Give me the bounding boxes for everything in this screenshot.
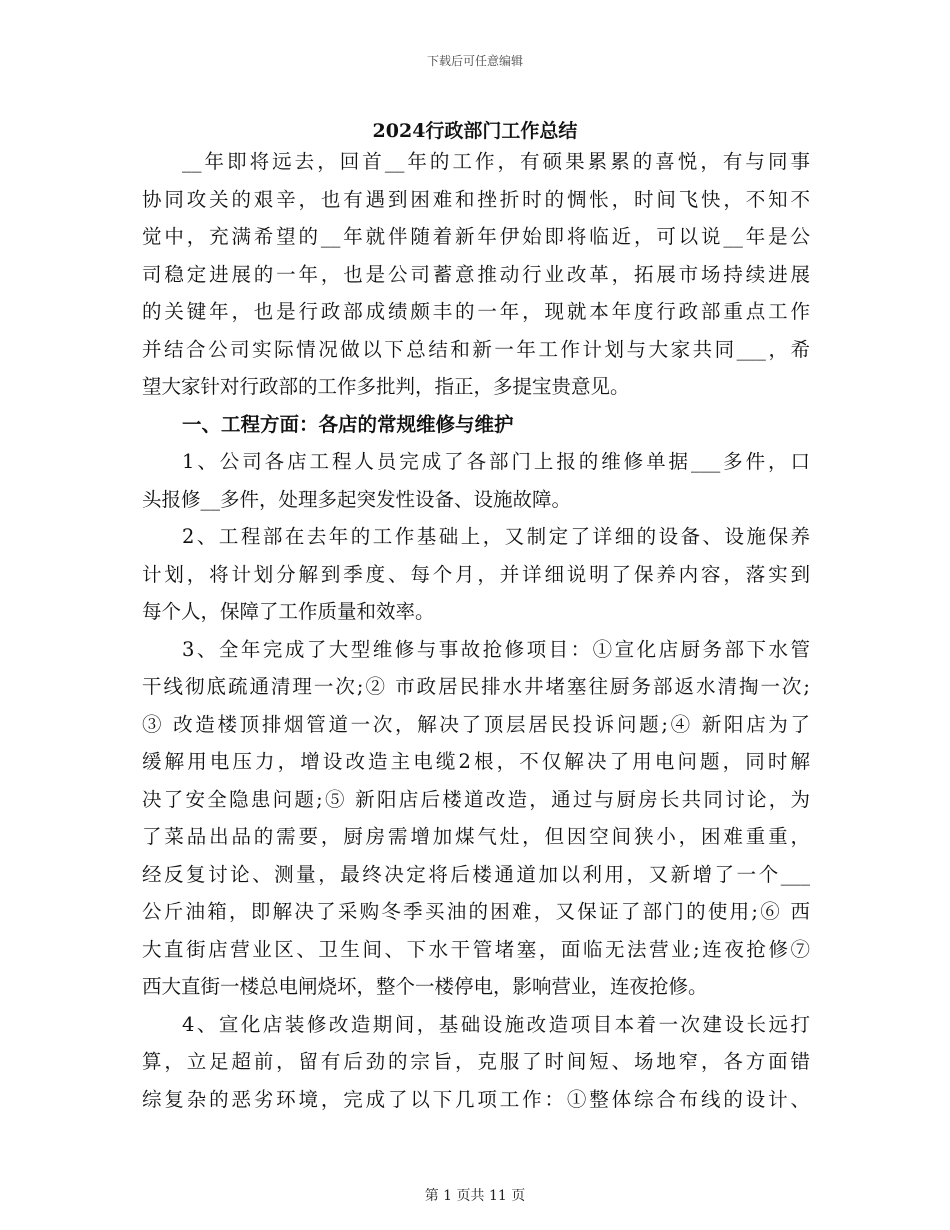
document-title: 2024行政部门工作总结	[372, 120, 578, 142]
paragraph-line: 头报修__多件，处理多起突发性设备、设施故障。	[142, 487, 572, 511]
paragraph-line: 算，立足超前，留有后劲的宗旨，克服了时间短、场地窄，各方面错	[142, 1050, 810, 1073]
paragraph-line: 司稳定进展的一年，也是公司蓄意推动行业改革，拓展市场持续进展	[142, 262, 810, 286]
paragraph-line: 4、宣化店装修改造期间，基础设施改造项目本着一次建设长远打	[182, 1012, 810, 1036]
paragraph-line: 并结合公司实际情况做以下总结和新一年工作计划与大家共同___，希	[142, 337, 810, 361]
document-body	[142, 143, 810, 1118]
paragraph-line: 觉中，充满希望的__年就伴随着新年伊始即将临近，可以说__年是公	[142, 225, 810, 248]
paragraph-line: 协同攻关的艰辛，也有遇到困难和挫折时的惆怅，时间飞快，不知不	[142, 187, 810, 211]
paragraph-line: 大直街店营业区、卫生间、下水干管堵塞，面临无法营业;连夜抢修⑦	[142, 937, 810, 961]
paragraph-line: 1、公司各店工程人员完成了各部门上报的维修单据___多件，口	[182, 450, 810, 473]
page-header: 下载后可任意编辑	[426, 54, 523, 68]
paragraph-line: 2、工程部在去年的工作基础上，又制定了详细的设备、设施保养	[182, 525, 810, 548]
paragraph-line: __年即将远去，回首__年的工作，有硕果累累的喜悦，有与同事	[182, 150, 810, 173]
paragraph-line: ③ 改造楼顶排烟管道一次，解决了顶层居民投诉问题;④ 新阳店为了	[142, 712, 810, 736]
paragraph-line: 经反复讨论、测量，最终决定将后楼通道加以利用，又新增了一个___	[142, 862, 810, 886]
paragraph-line: 决了安全隐患问题;⑤ 新阳店后楼道改造，通过与厨房长共同讨论，为	[142, 787, 810, 811]
paragraph-line: 缓解用电压力，增设改造主电缆2根，不仅解决了用电问题，同时解	[142, 750, 810, 773]
paragraph-line: 综复杂的恶劣环境，完成了以下几项工作：①整体综合布线的设计、	[142, 1087, 810, 1111]
page-footer: 第 1 页共 11 页	[424, 1188, 526, 1204]
paragraph-line: 的关键年，也是行政部成绩颇丰的一年，现就本年度行政部重点工作	[142, 300, 810, 323]
paragraph-line: 计划，将计划分解到季度、每个月，并详细说明了保养内容，落实到	[142, 562, 810, 586]
paragraph-line: 西大直街一楼总电闸烧坏，整个一楼停电，影响营业，连夜抢修。	[142, 975, 708, 998]
paragraph-line: 望大家针对行政部的工作多批判，指正，多提宝贵意见。	[142, 375, 630, 398]
paragraph-line: 3、全年完成了大型维修与事故抢修项目：①宣化店厨务部下水管	[182, 637, 810, 661]
paragraph-line: 干线彻底疏通清理一次;② 市政居民排水井堵塞往厨务部返水清掏一次;	[142, 675, 810, 698]
paragraph-line: 公斤油箱，即解决了采购冬季买油的困难，又保证了部门的使用;⑥ 西	[142, 900, 810, 923]
section-heading: 一、工程方面：各店的常规维修与维护	[182, 412, 514, 436]
paragraph-line: 了菜品出品的需要，厨房需增加煤气灶，但因空间狭小，困难重重，	[142, 825, 810, 848]
paragraph-line: 每个人，保障了工作质量和效率。	[142, 600, 435, 623]
